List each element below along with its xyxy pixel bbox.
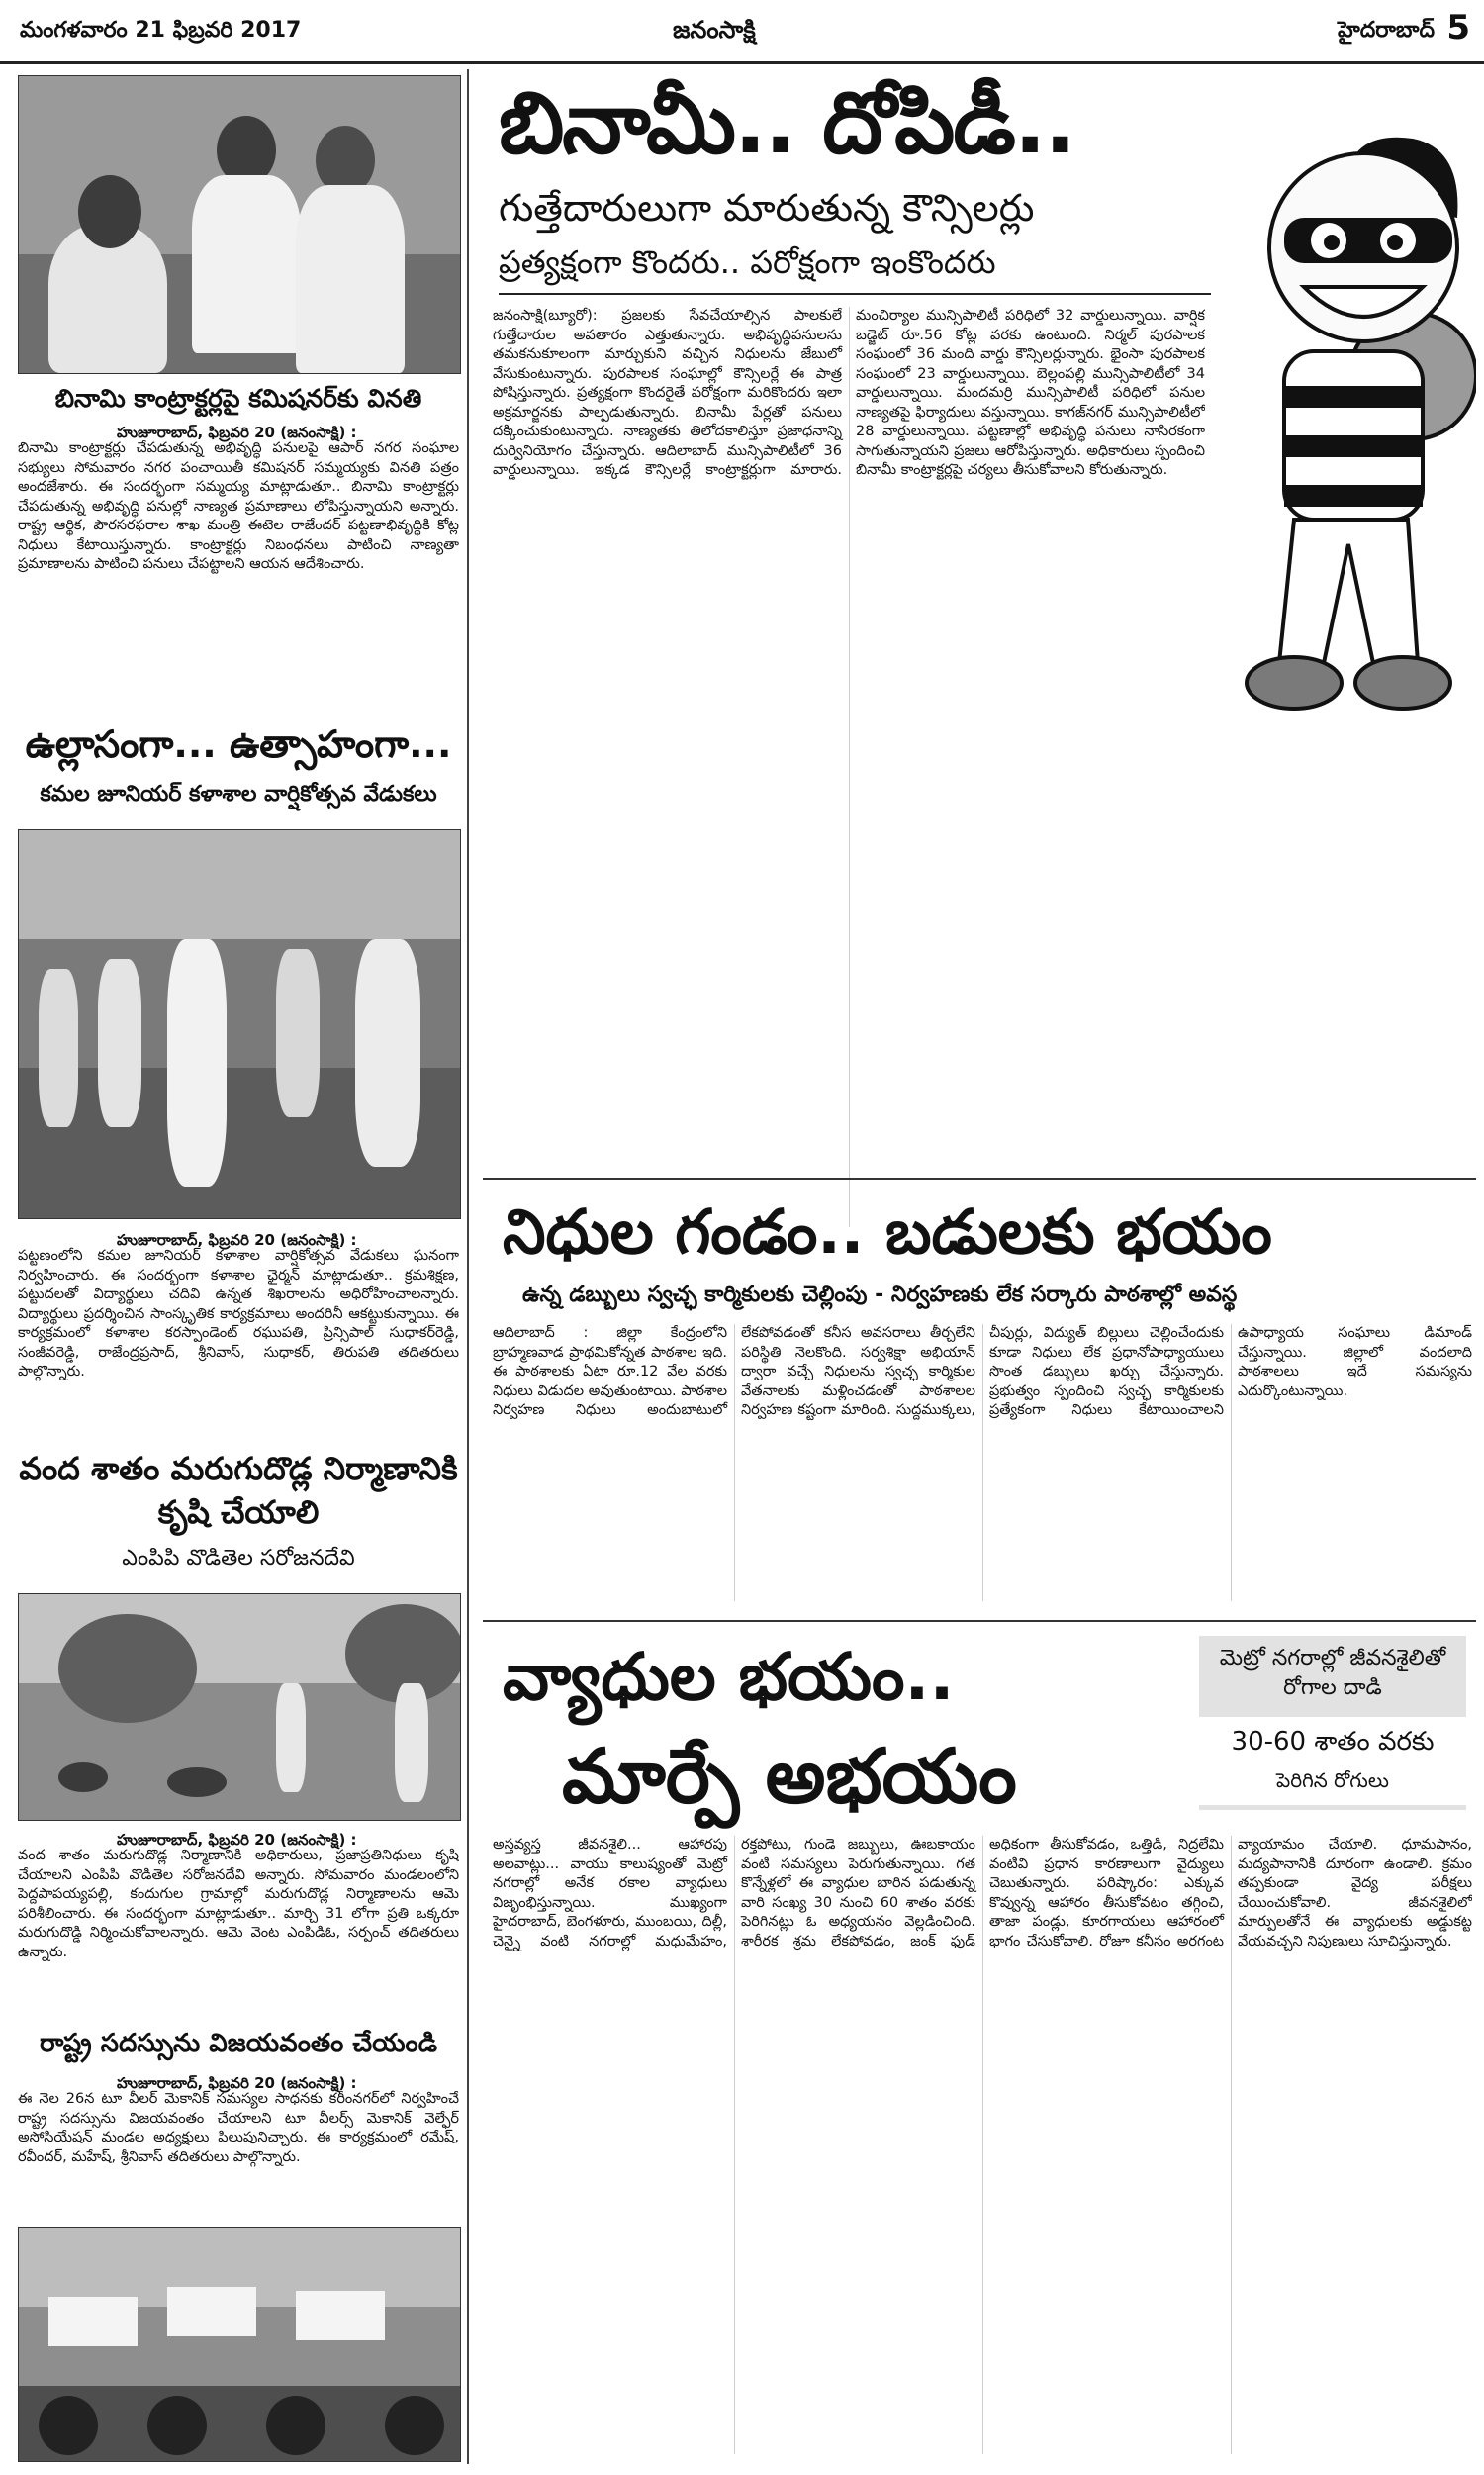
lead-body: జనంసాక్షి(బ్యూరో): ప్రజలకు సేవచేయాల్సిన పాలకులే గుత్తేదారుల అవతారం ఎత్తుతున్నారు. అభివృద్ధిపనులను తమకనుకూలంగా మార్చుకుని వచ్చిన నిధులను జేబులో వేసుకుంటున్నారు. పురపాలక సంఘాల్లో కౌన్సిలర్లే ఈ పాత్ర పోషిస్తున్నారు. ప్రత్యక్షంగా కొందరైతే పరోక్షంగా మరికొందరు ఇలా అక్రమార్జనకు పాల్పడుతున్నారు. బినామీ పేర్లతో పనులు దక్కించుకుంటున్నారు. నాణ్యతకు తిలోదకాలిస్తూ ప్రజాధనాన్ని దుర్వినియోగం చేస్తున్నారు. ఆదిలాబాద్ మున్సిపాలిటీలో 36 వార్డులున్నాయి. ఇక్కడ కౌన్సిలర్లే కాంట్రాక్టర్లుగా మారారు. మంచిర్యాల మున్సిపాలిటీ పరిధిలో 32 వార్డులున్నాయి. వార్షిక బడ్జెట్ రూ.56 కోట్ల వరకు ఉంటుంది. నిర్మల్ పురపాలక సంఘంలో 36 మంది వార్డు కౌన్సిలర్లున్నారు. భైంసా పురపాలక సంఘంలో 23 వార్డులున్నాయి. బెల్లంపల్లి మున్సిపాలిటీలో 34 వార్డులున్నాయి. మందమర్రి మున్సిపాలిటీ పరిధిలో పనుల నాణ్యతపై ఫిర్యాదులు వస్తున్నాయి. కాగజ్‌నగర్ మున్సిపాలిటీలో 28 వార్డులున్నాయి. పట్టణాల్లో అభివృద్ధి పనులు నాసిరకంగా సాగుతున్నాయని ప్రజలు ఆరోపిస్తున్నారు. అధికారులు స్పందించి బినామీ కాంట్రాక్టర్లపై చర్యలు తీసుకోవాలని కోరుతున్నారు. bbox=[493, 308, 1205, 478]
story2-byline: హుజూరాబాద్, ఫిబ్రవరి 20 (జనంసాక్షి) : bbox=[117, 1231, 357, 1249]
vyadhula-headline-2: మార్పే అభయం bbox=[562, 1732, 1017, 1820]
story2-body: పట్టణంలోని కమల జూనియర్ కళాశాల వార్షికోత్సవ వేడుకలు ఘనంగా నిర్వహించారు. ఈ సందర్భంగా కళాశాల ఛైర్మన్ మాట్లాడుతూ.. క్రమశిక్షణ, పట్టుదలతో విద్యార్థులు చదివి ఉన్నత శిఖరాలను అధిరోహించాలన్నారు. విద్యార్థులు ప్రదర్శించిన సాంస్కృతిక కార్యక్రమాలు అందరినీ ఆకట్టుకున్నాయి. ఈ కార్యక్రమంలో కళాశాల కరస్పాండెంట్ రఘుపతి, ప్రిన్సిపాల్ సుధాకర్‌రెడ్డి, సంజీవరెడ్డి, రాజేంద్రప్రసాద్, శ్రీనివాస్, సుధాకర్, తిరుపతి తదితరులు పాల్గొన్నారు. bbox=[18, 1248, 459, 1380]
vyadhula-headline-1: వ్యాధుల భయం.. bbox=[503, 1639, 955, 1715]
masthead bbox=[0, 0, 1484, 64]
issue-date: మంగళవారం 21 ఫిబ్రవరి 2017 bbox=[20, 18, 302, 43]
photo-toilet-inspection bbox=[18, 1593, 461, 1821]
lead-subhead-2: ప్రత్యక్షంగా కొందరు.. పరోక్షంగా ఇంకొందరు bbox=[499, 243, 1211, 295]
edition-city: హైదరాబాద్ bbox=[1338, 18, 1435, 43]
vyadhula-story bbox=[483, 1628, 1476, 2464]
lead-subhead-1: గుత్తేదారులుగా మారుతున్న కౌన్సిలర్లు bbox=[499, 186, 1035, 230]
photo-college-dance bbox=[18, 829, 461, 1219]
lead-story bbox=[483, 69, 1476, 1168]
story2-subhead: కమల జూనియర్ కళాశాల వార్షికోత్సవ వేడుకలు bbox=[40, 782, 437, 807]
vyadhula-body: అస్తవ్యస్త జీవనశైలి... ఆహారపు అలవాట్లు... వాయు కాలుష్యంతో మెట్రో నగరాల్లో అనేక రకాల వ్యాధులు విజృంభిస్తున్నాయి. ముఖ్యంగా హైదరాబాద్, బెంగళూరు, ముంబయి, దిల్లీ, చెన్నై వంటి నగరాల్లో మధుమేహం, రక్తపోటు, గుండె జబ్బులు, ఊబకాయం వంటి సమస్యలు పెరుగుతున్నాయి. గత కొన్నేళ్లలో ఈ వ్యాధుల బారిన పడుతున్న వారి సంఖ్య 30 నుంచి 60 శాతం వరకు పెరిగినట్లు ఓ అధ్యయనం వెల్లడించింది. శారీరక శ్రమ లేకపోవడం, జంక్ ఫుడ్ అధికంగా తీసుకోవడం, ఒత్తిడి, నిద్రలేమి వంటివి ప్రధాన కారణాలుగా వైద్యులు చెబుతున్నారు. పరిష్కారం: ఎక్కువ కొవ్వున్న ఆహారం తీసుకోవటం తగ్గించి, తాజా పండ్లు, కూరగాయలు ఆహారంలో భాగం చేసుకోవాలి. రోజూ కనీసం అరగంట వ్యాయామం చేయాలి. ధూమపానం, మద్యపానానికి దూరంగా ఉండాలి. క్రమం తప్పకుండా వైద్య పరీక్షలు చేయించుకోవాలి. జీవనశైలిలో మార్పులతోనే ఈ వ్యాధులకు అడ్డుకట్ట వేయవచ్చని నిపుణులు సూచిస్తున్నారు. bbox=[493, 1837, 1472, 1950]
story2-headline: ఉల్లాసంగా... ఉత్సాహంగా... bbox=[25, 722, 452, 766]
lead-headline: బినామీ.. దోపిడీ.. bbox=[499, 74, 1075, 173]
story3-subhead: ఎంపిపి వొడితెల సరోజనదేవి bbox=[122, 1546, 355, 1571]
left-column bbox=[10, 69, 469, 2464]
nidhula-story bbox=[483, 1188, 1476, 1613]
story3-body: వంద శాతం మరుగుదొడ్ల నిర్మాణానికి అధికారులు, ప్రజాప్రతినిధులు కృషి చేయాలని ఎంపిపి వొడితెల సరోజనదేవి అన్నారు. సోమవారం మండలంలోని పెద్దపాపయ్యపల్లి, కందుగుల గ్రామాల్లో మరుగుదొడ్ల నిర్మాణాలను ఆమె పరిశీలించారు. ఈ సందర్భంగా మాట్లాడుతూ.. మార్చి 31 లోగా ప్రతి ఒక్కరూ మరుగుదొడ్డి నిర్మించుకోవాలన్నారు. ఆమె వెంట ఎంపిడిఓ, సర్పంచ్ తదితరులు ఉన్నారు. bbox=[18, 1848, 459, 1960]
story3-byline: హుజూరాబాద్, ఫిబ్రవరి 20 (జనంసాక్షి) : bbox=[117, 1831, 357, 1849]
photo-commissioner-petition bbox=[18, 75, 461, 374]
story3-headline: వంద శాతం మరుగుదొడ్ల నిర్మాణానికి కృషి చేయాలి bbox=[19, 1450, 458, 1531]
page-number: 5 bbox=[1446, 8, 1470, 48]
divider bbox=[483, 1178, 1476, 1180]
story4-byline: హుజూరాబాద్, ఫిబ్రవరి 20 (జనంసాక్షి) : bbox=[117, 2074, 357, 2092]
sidebar-text: పెరిగిన రోగులు bbox=[1199, 1762, 1466, 1805]
story1-headline: బినామి కాంట్రాక్టర్లపై కమిషనర్‌కు వినతి bbox=[54, 384, 422, 413]
robber-cartoon bbox=[1215, 109, 1476, 782]
sidebar-stat: 30-60 శాతం వరకు bbox=[1199, 1717, 1466, 1762]
nidhula-headline: నిధుల గండం.. బడులకు భయం bbox=[503, 1195, 1272, 1268]
sidebar-title: మెట్రో నగరాల్లో జీవనశైలితో రోగాల దాడి bbox=[1219, 1646, 1446, 1700]
nidhula-subhead: ఉన్న డబ్బులు స్వచ్ఛ కార్మికులకు చెల్లింపు - నిర్వహణకు లేక సర్కారు పాఠశాల్లో అవస్థ bbox=[522, 1283, 1238, 1307]
photo-mechanics-rally bbox=[18, 2227, 461, 2462]
story4-headline: రాష్ట్ర సదస్సును విజయవంతం చేయండి bbox=[40, 2029, 437, 2058]
divider bbox=[483, 1620, 1476, 1622]
story1-body: బినామి కాంట్రాక్టర్లు చేపడుతున్న అభివృద్ధి పనులపై ఆపార్ నగర సంఘాల సభ్యులు సోమవారం నగర పంచాయితీ కమిషనర్ సమ్మయ్యకు వినతి పత్రం అందజేశారు. ఈ సందర్భంగా సమ్మయ్య మాట్లాడుతూ.. బినామి కాంట్రాక్టర్లు చేపడుతున్న అభివృద్ధి పనుల్లో నాణ్యత ప్రమాణాలు లోపిస్తున్నాయని అన్నారు. రాష్ట్ర ఆర్థిక, పౌరసరఫరాల శాఖ మంత్రి ఈటెల రాజేందర్ పట్టణాభివృద్ధికి కోట్ల నిధులు కేటాయిస్తున్నారు. కాంట్రాక్టర్లు నిబంధనలు పాటించి నాణ్యతా ప్రమాణాలను పాటించి పనులు చేపట్టాలని ఆయన ఆదేశించారు. bbox=[18, 440, 459, 572]
nidhula-body: ఆదిలాబాద్ : జిల్లా కేంద్రంలోని బ్రాహ్మణవాడ ప్రాథమికోన్నత పాఠశాల ఇది. ఈ పాఠశాలకు ఏటా రూ.12 వేల వరకు నిధులు విడుదల అవుతుంటాయి. పాఠశాల నిర్వహణ నిధులు అందుబాటులో లేకపోవడంతో కనీస అవసరాలు తీర్చలేని పరిస్థితి నెలకొంది. సర్వశిక్షా అభియాన్ ద్వారా వచ్చే నిధులను స్వచ్ఛ కార్మికుల వేతనాలకు మళ్లించడంతో పాఠశాలల నిర్వహణ కష్టంగా మారింది. సుద్దముక్కలు, చీపుర్లు, విద్యుత్ బిల్లులు చెల్లించేందుకు కూడా నిధులు లేక ప్రధానోపాధ్యాయులు సొంత డబ్బులు ఖర్చు చేస్తున్నారు. ప్రభుత్వం స్పందించి స్వచ్ఛ కార్మికులకు ప్రత్యేకంగా నిధులు కేటాయించాలని ఉపాధ్యాయ సంఘాలు డిమాండ్ చేస్తున్నాయి. జిల్లాలో వందలాది పాఠశాలలు ఇదే సమస్యను ఎదుర్కొంటున్నాయి. bbox=[493, 1325, 1472, 1418]
vyadhula-sidebar bbox=[1199, 1636, 1466, 1810]
newspaper-brand: జనంసాక్షి bbox=[673, 16, 756, 44]
story1-byline: హుజూరాబాద్, ఫిబ్రవరి 20 (జనంసాక్షి) : bbox=[117, 424, 357, 441]
story4-body: ఈ నెల 26న టూ వీలర్ మెకానిక్ సమస్యల సాధనకు కరీంనగర్‌లో నిర్వహించే రాష్ట్ర సదస్సును విజయవంతం చేయాలని టూ వీలర్స్ మెకానిక్ వెల్ఫేర్ అసోసియేషన్ మండల అధ్యక్షులు పిలుపునిచ్చారు. ఈ కార్యక్రమంలో రమేష్, రవీందర్, మహేష్, శ్రీనివాస్ తదితరులు పాల్గొన్నారు. bbox=[18, 2091, 459, 2165]
